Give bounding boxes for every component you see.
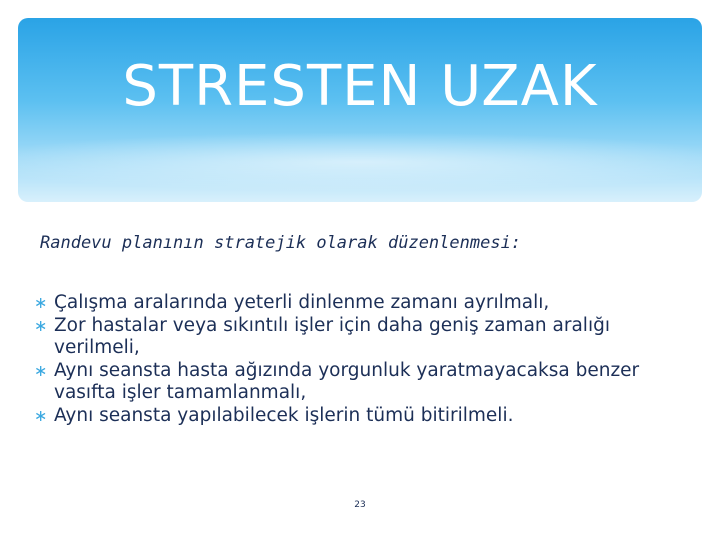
- bullet-list: [34, 292, 684, 427]
- bullet-item: [34, 360, 684, 405]
- bullet-text: Çalışma aralarında yeterli dinlenme zamanı ayrılmalı,: [54, 292, 550, 313]
- asterisk-bullet-icon: ∗: [34, 293, 48, 312]
- bullet-item: [34, 315, 684, 360]
- asterisk-bullet-icon: ∗: [34, 405, 48, 425]
- slide-subheading: Randevu planının stratejik olarak düzenlenmesi:: [40, 233, 522, 253]
- bullet-item: [34, 292, 684, 315]
- asterisk-bullet-icon: ∗: [34, 315, 48, 335]
- asterisk-bullet-icon: ∗: [34, 360, 48, 380]
- title-banner: [18, 18, 702, 202]
- bullet-text: Zor hastalar veya sıkıntılı işler için daha geniş zaman aralığı verilmeli,: [54, 314, 610, 358]
- page-number: 23: [354, 500, 366, 510]
- slide-title: STRESTEN UZAK: [122, 54, 598, 119]
- bullet-item: [34, 405, 684, 428]
- bullet-text: Aynı seansta hasta ağızında yorgunluk yaratmayacaksa benzer vasıfta işler tamamlanmalı,: [54, 359, 640, 403]
- bullet-text: Aynı seansta yapılabilecek işlerin tümü bitirilmeli.: [54, 404, 514, 426]
